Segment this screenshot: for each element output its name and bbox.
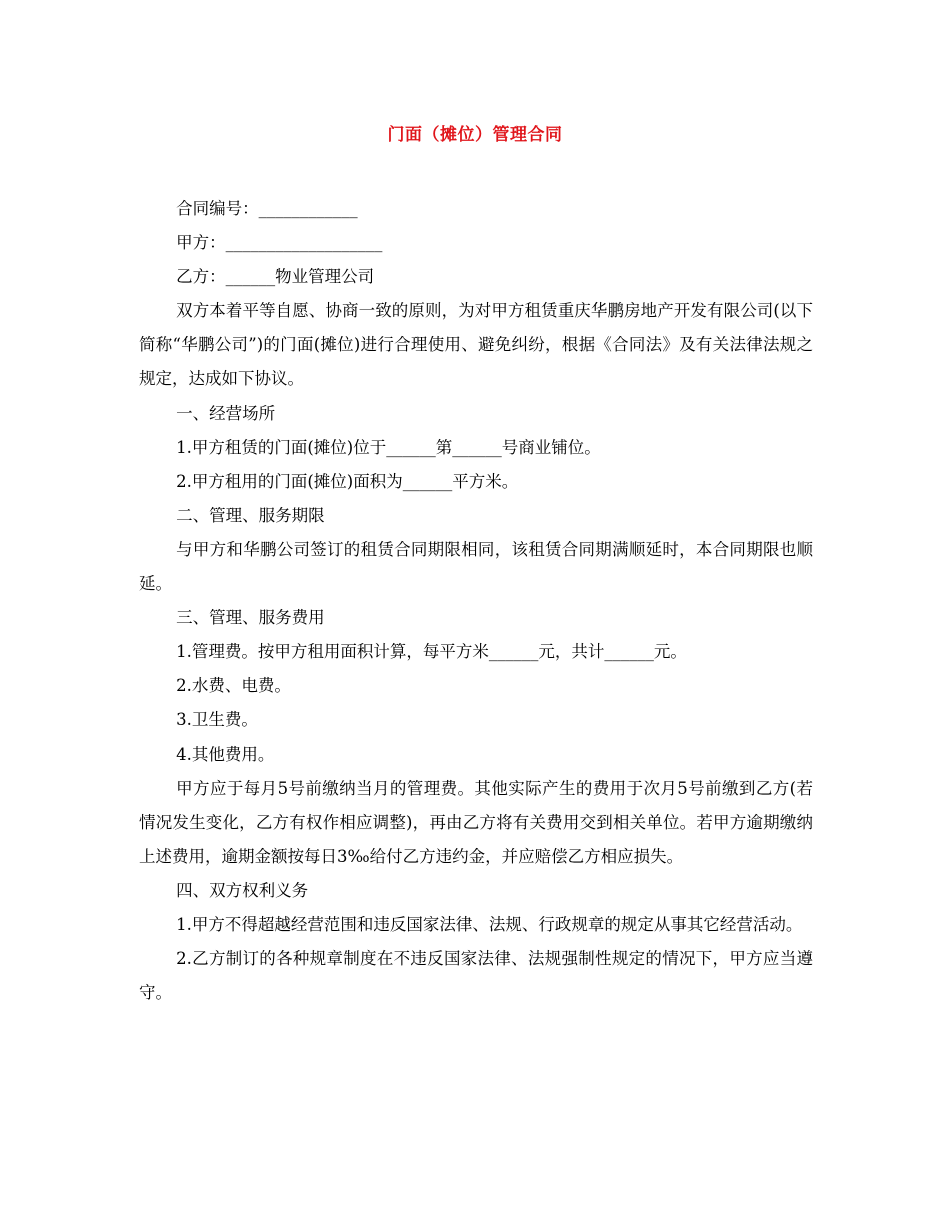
clause-3-payment: 甲方应于每月5号前缴纳当月的管理费。其他实际产生的费用于次月5号前缴到乙方(若情况发生变化，乙方有权作相应调整)，再由乙方将有关费用交到相关单位。若甲方逾期缴纳上述费用，逾期金额按每日3‰给付乙方违约金，并应赔偿乙方相应损失。 [139,778,813,866]
clause-4-1: 1.甲方不得超越经营范围和违反国家法律、法规、行政规章的规定从事其它经营活动。 [176,914,803,934]
document-title: 门面（摊位）管理合同 [387,125,563,145]
section-heading-2: 二、管理、服务期限 [176,505,325,525]
clause-3-1: 1.管理费。按甲方租用面积计算，每平方米______元，共计______元。 [176,642,687,662]
document-body [139,192,813,1010]
section-heading-3: 三、管理、服务费用 [176,608,325,628]
clause-3-3: 3.卫生费。 [176,710,258,730]
clause-3-4: 4.其他费用。 [176,744,275,764]
section-heading-1: 一、经营场所 [176,403,276,423]
clause-1-1: 1.甲方租赁的门面(摊位)位于______第______号商业铺位。 [176,437,601,457]
clause-2-body: 与甲方和华鹏公司签订的租赁合同期限相同，该租赁合同期满顺延时，本合同期限也顺延。 [139,539,813,594]
party-b-line: 乙方：______物业管理公司 [176,267,375,287]
clause-4-2: 2.乙方制订的各种规章制度在不违反国家法律、法规强制性规定的情况下，甲方应当遵守。 [139,949,813,1003]
preamble-paragraph: 双方本着平等自愿、协商一致的原则，为对甲方租赁重庆华鹏房地产开发有限公司(以下简称“华鹏公司”)的门面(摊位)进行合理使用、避免纠纷，根据《合同法》及有关法律法规之规定，达成如下协议。 [139,301,813,389]
contract-number-line: 合同编号：____________ [176,199,358,218]
section-heading-4: 四、双方权利义务 [176,880,309,900]
clause-3-2: 2.水费、电费。 [176,676,291,696]
party-a-line: 甲方：___________________ [176,233,383,253]
clause-1-2: 2.甲方租用的门面(摊位)面积为______平方米。 [176,471,519,491]
